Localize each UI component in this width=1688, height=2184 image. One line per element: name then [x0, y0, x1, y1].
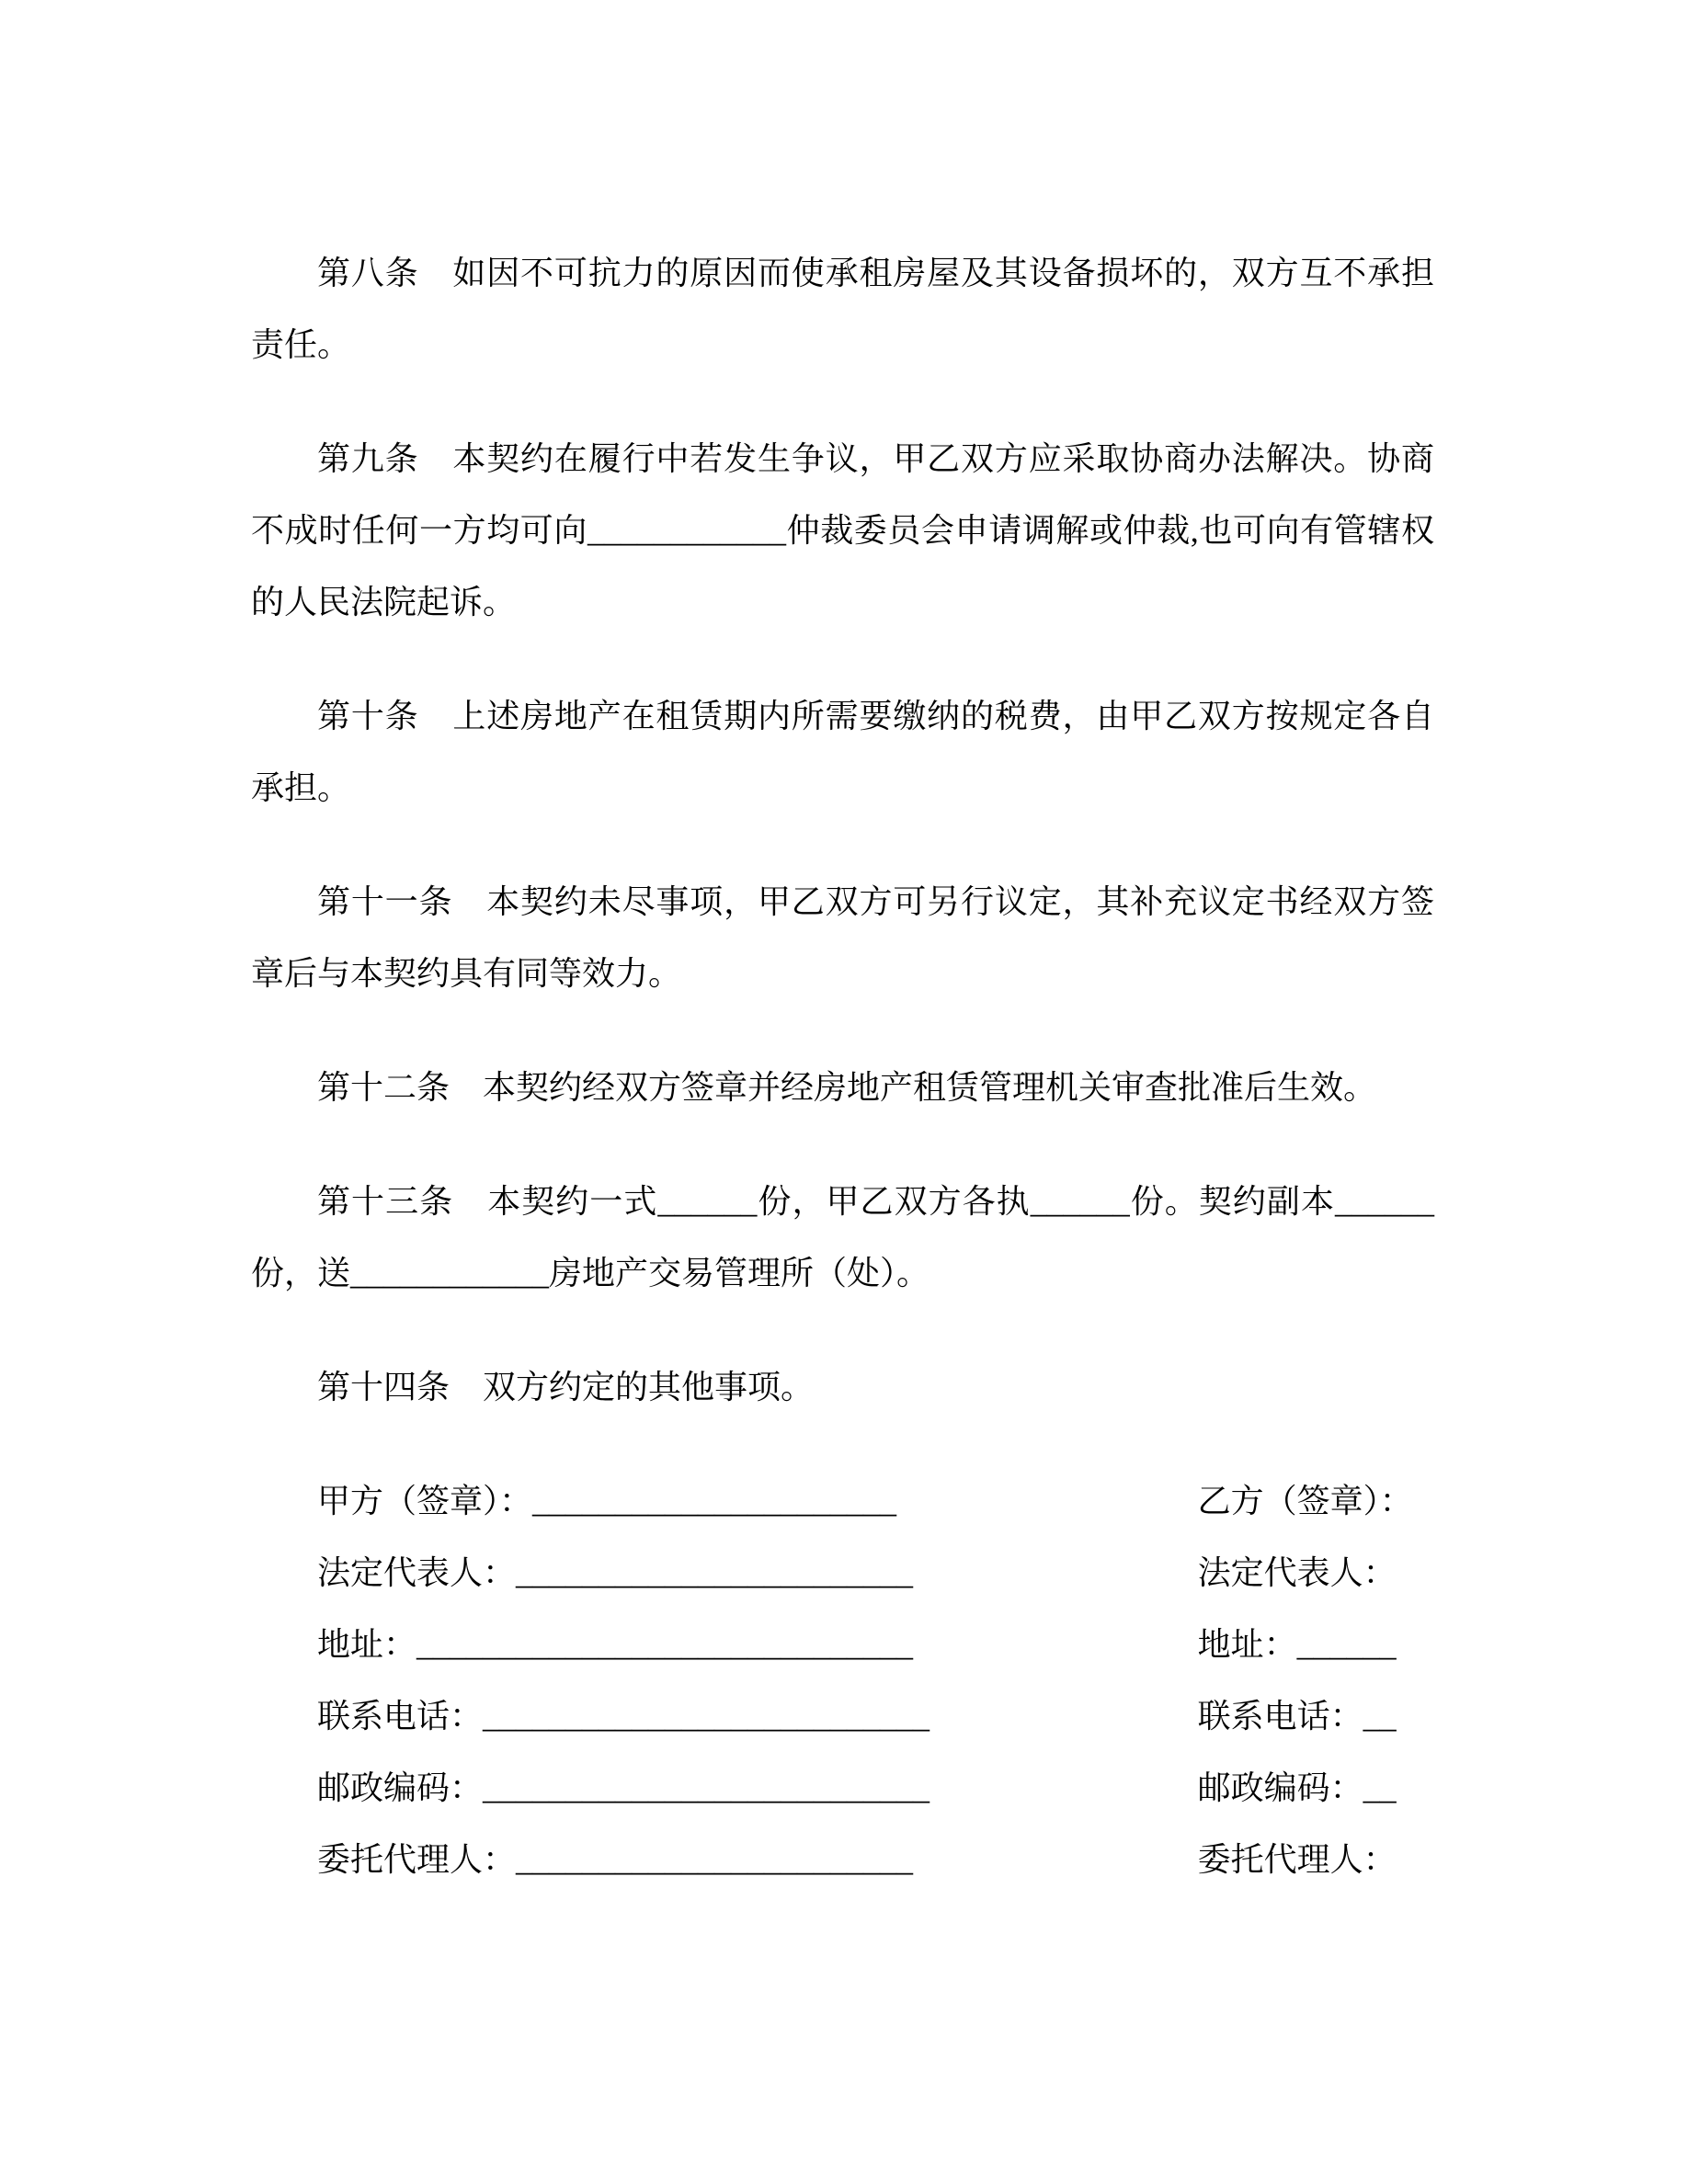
signature-row-address [251, 1609, 1434, 1680]
signature-row-phone [251, 1680, 1434, 1752]
signature-row-party [251, 1465, 1434, 1537]
party-a-phone-field [251, 1680, 1198, 1752]
party-b-legal-rep-label: 法定代表人： [1197, 1554, 1397, 1591]
party-b-signature-label: 乙方（签章）： [1197, 1483, 1413, 1519]
party-a-signature-blank: ______________________ [532, 1483, 897, 1519]
party-b-phone-label: 联系电话： [1197, 1698, 1363, 1735]
signature-row-agent [251, 1824, 1434, 1895]
contract-clause-8: 第八条 如因不可抗力的原因而使承租房屋及其设备损坏的，双方互不承担责任。 [251, 255, 1434, 363]
contract-clause-10: 第十条 上述房地产在租赁期内所需要缴纳的税费，由甲乙双方按规定各自承担。 [251, 698, 1434, 806]
party-b-legal-rep-field [1198, 1537, 1434, 1609]
party-a-legal-rep-field [251, 1537, 1198, 1609]
contract-clause-14: 第十四条 双方约定的其他事项。 [317, 1369, 815, 1405]
contract-clause-9: 第九条 本契约在履行中若发生争议，甲乙双方应采取协商办法解决。协商不成时任何一方均可向____________仲裁委员会申请调解或仲裁,也可向有管辖权的人民法院起诉。 [251, 440, 1434, 620]
party-b-agent-label: 委托代理人： [1197, 1841, 1397, 1878]
party-b-address-blank: ______ [1296, 1626, 1397, 1663]
party-a-address-blank: ______________________________ [416, 1626, 914, 1663]
party-b-postal-code-field [1198, 1752, 1434, 1824]
party-a-signature-label: 甲方（签章）： [317, 1483, 533, 1519]
party-a-agent-field [251, 1824, 1198, 1895]
party-b-signature-field [1198, 1465, 1434, 1537]
party-a-address-label: 地址： [317, 1626, 417, 1663]
party-b-address-field [1198, 1609, 1434, 1680]
party-a-legal-rep-label: 法定代表人： [317, 1554, 517, 1591]
party-a-agent-label: 委托代理人： [317, 1841, 517, 1878]
party-a-phone-label: 联系电话： [317, 1698, 484, 1735]
party-a-postal-code-blank: ___________________________ [483, 1769, 930, 1806]
contract-clause-12: 第十二条 本契约经双方签章并经房地产租赁管理机关审查批准后生效。 [317, 1069, 1377, 1106]
party-b-postal-code-label: 邮政编码： [1197, 1769, 1363, 1806]
contract-clause-11: 第十一条 本契约未尽事项，甲乙双方可另行议定，其补充议定书经双方签章后与本契约具有同等效力。 [251, 883, 1434, 992]
party-a-address-field [251, 1609, 1198, 1680]
contract-clause-13: 第十三条 本契约一式______份，甲乙双方各执______份。契约副本______份，送____________房地产交易管理所（处）。 [251, 1183, 1434, 1291]
party-b-postal-code-blank: __ [1363, 1769, 1397, 1806]
party-a-signature-field [251, 1465, 1198, 1537]
party-a-postal-code-field [251, 1752, 1198, 1824]
signature-row-legal-rep [251, 1537, 1434, 1609]
party-a-legal-rep-blank: ________________________ [516, 1554, 914, 1591]
party-a-postal-code-label: 邮政编码： [317, 1769, 484, 1806]
party-b-address-label: 地址： [1197, 1626, 1297, 1663]
party-b-phone-blank: __ [1363, 1698, 1397, 1735]
signature-section [251, 1465, 1434, 1895]
party-a-agent-blank: ________________________ [516, 1841, 914, 1878]
party-a-phone-blank: ___________________________ [483, 1698, 930, 1735]
signature-row-postal-code [251, 1752, 1434, 1824]
party-b-phone-field [1198, 1680, 1434, 1752]
party-b-agent-field [1198, 1824, 1434, 1895]
